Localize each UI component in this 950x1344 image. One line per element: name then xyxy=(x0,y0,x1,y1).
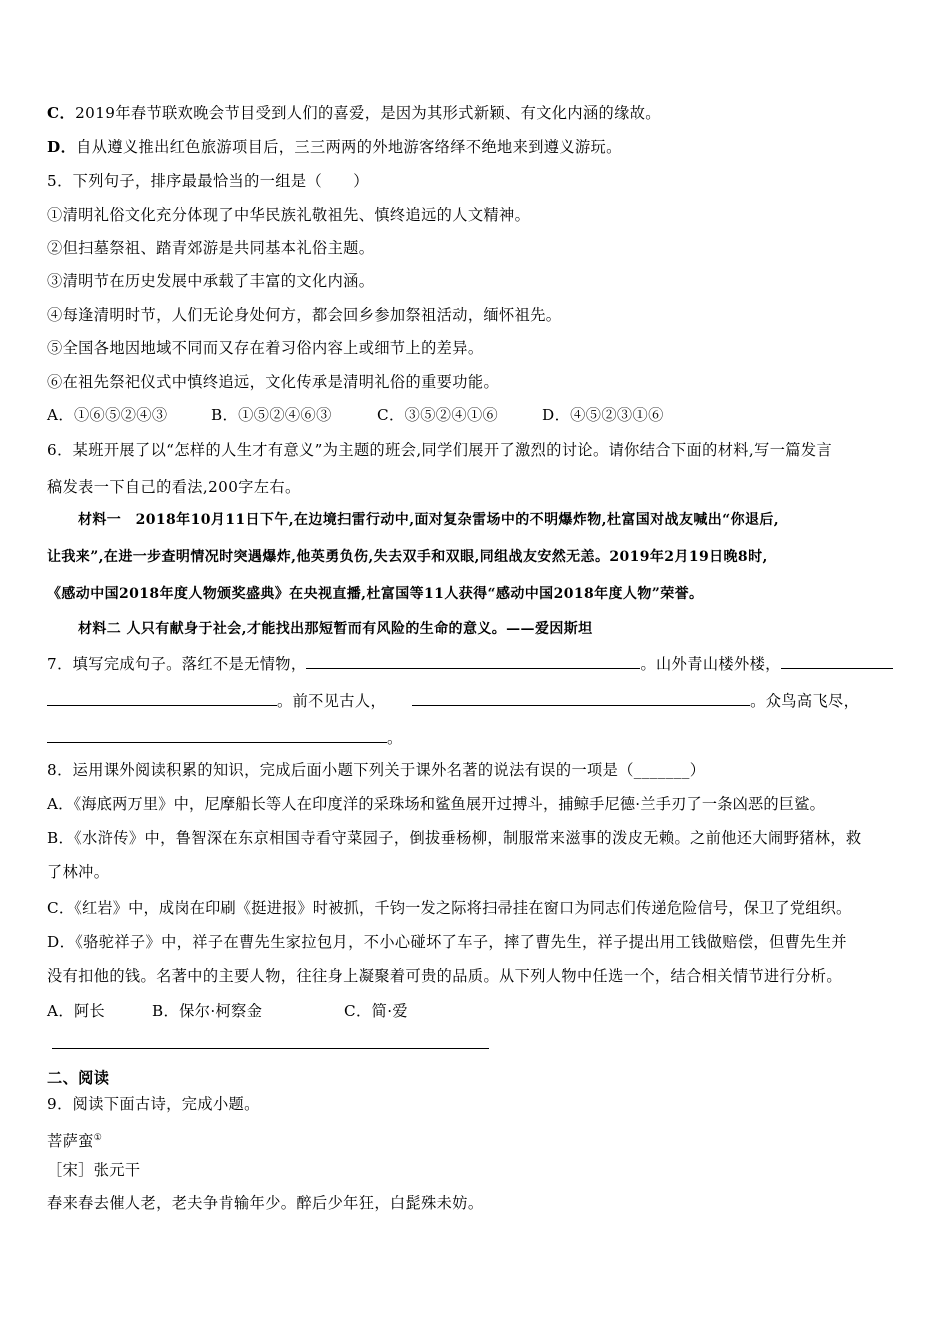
section-2-title: 二、阅读 xyxy=(47,1069,110,1087)
q8-option-a: A．《海底两万里》中，尼摩船长等人在印度洋的采珠场和鲨鱼展开过搏斗，捕鲸手尼德·兰手刃了一条凶恶的巨鲨。 xyxy=(47,795,825,813)
q4-option-c-label: C． xyxy=(47,104,76,122)
poem-author: ［宋］张元干 xyxy=(47,1161,141,1179)
q5-option-c: C．③⑤②④①⑥ xyxy=(377,406,499,424)
q7-blank-2-start[interactable] xyxy=(781,652,893,669)
poem-title-text: 菩萨蛮 xyxy=(47,1132,94,1151)
poem-footnote-mark: ① xyxy=(93,1133,103,1143)
q7-blank-4[interactable] xyxy=(47,726,387,743)
q8-option-b-line-2: 了林冲。 xyxy=(47,863,110,881)
q8-option-d-line-1: D．《骆驼祥子》中，祥子在曹先生家拉包月，不小心碰坏了车子，摔了曹先生，祥子提出用工钱做赔偿，但曹先生并 xyxy=(47,933,847,951)
q5-stem: 5．下列句子，排序最最恰当的一组是（ ） xyxy=(47,172,369,190)
q5-sentence-4: ④每逢清明时节，人们无论身处何方，都会回乡参加祭祖活动，缅怀祖先。 xyxy=(47,306,562,324)
q5-sentence-6: ⑥在祖先祭祀仪式中慎终追远，文化传承是清明礼俗的重要功能。 xyxy=(47,373,500,391)
q8-answer-line[interactable] xyxy=(52,1048,489,1049)
q9-stem: 9．阅读下面古诗，完成小题。 xyxy=(47,1095,260,1113)
q5-options xyxy=(47,405,664,425)
poem-line-1: 春来春去催人老，老夫争肯输年少。醉后少年狂，白髭殊未妨。 xyxy=(47,1194,484,1212)
q5-sentence-5: ⑤全国各地因地域不同而又存在着习俗内容上或细节上的差异。 xyxy=(47,339,484,357)
q4-option-c xyxy=(47,103,661,123)
q8-character-c: C．简·爱 xyxy=(344,1002,409,1020)
q7-part-1: 7．填写完成句子。落红不是无情物， xyxy=(47,655,307,673)
q7-line-3 xyxy=(47,726,403,748)
q8-stem: 8．运用课外阅读积累的知识，完成后面小题下列关于课外名著的说法有误的一项是（_______） xyxy=(47,761,706,779)
q8-character-b: B．保尔·柯察金 xyxy=(152,1002,263,1020)
q6-material-1-line-3: 《感动中国2018年度人物颁奖盛典》在央视直播,杜富国等11人获得“感动中国2018年度人物”荣誉。 xyxy=(47,586,704,602)
q5-sentence-3: ③清明节在历史发展中承载了丰富的文化内涵。 xyxy=(47,272,375,290)
q7-blank-2-end[interactable] xyxy=(47,689,277,706)
q5-sentence-2: ②但扫墓祭祖、踏青郊游是共同基本礼俗主题。 xyxy=(47,239,375,257)
q4-option-d xyxy=(47,137,622,157)
q8-option-d-line-2: 没有扣他的钱。名著中的主要人物，往往身上凝聚着可贵的品质。从下列人物中任选一个，结合相关情节进行分析。 xyxy=(47,967,842,985)
q7-blank-3[interactable] xyxy=(412,689,750,706)
q4-option-d-label: D． xyxy=(47,138,77,156)
q6-material-1-line-2: 让我来”,在进一步查明情况时突遇爆炸,他英勇负伤,失去双手和双眼,同组战友安然无恙。2019年2月19日晚8时, xyxy=(47,549,768,565)
q6-stem-line-1: 6．某班开展了以“怎样的人生才有意义”为主题的班会,同学们展开了激烈的讨论。请你结合下面的材料,写一篇发言 xyxy=(47,441,833,459)
q7-part-2: 。山外青山楼外楼， xyxy=(640,655,781,673)
q8-option-b-line-1: B．《水浒传》中，鲁智深在东京相国寺看守菜园子，倒拔垂杨柳，制服常来滋事的泼皮无赖。之前他还大闹野猪林，救 xyxy=(47,829,862,847)
q4-option-c-text: 2019年春节联欢晚会节目受到人们的喜爱，是因为其形式新颖、有文化内涵的缘故。 xyxy=(75,104,661,122)
q7-line-2 xyxy=(47,689,859,711)
q4-option-d-text: 自从遵义推出红色旅游项目后，三三两两的外地游客络绎不绝地来到遵义游玩。 xyxy=(76,138,622,156)
q5-sentence-1: ①清明礼俗文化充分体现了中华民族礼敬祖先、慎终追远的人文精神。 xyxy=(47,206,531,224)
q5-option-d: D．④⑤②③①⑥ xyxy=(542,406,664,424)
q7-part-5: 。 xyxy=(387,729,403,747)
q7-blank-1[interactable] xyxy=(306,652,640,669)
q6-material-1-line-1: 材料一 2018年10月11日下午,在边境扫雷行动中,面对复杂雷场中的不明爆炸物,杜富国对战友喊出“你退后, xyxy=(78,512,780,528)
q8-character-options xyxy=(47,1001,408,1021)
q7-line-1 xyxy=(47,652,893,674)
q6-material-2: 材料二 人只有献身于社会,才能找出那短暂而有风险的生命的意义。——爱因斯坦 xyxy=(78,621,593,637)
poem-title xyxy=(47,1128,102,1151)
q7-part-4: 。众鸟高飞尽， xyxy=(750,692,860,710)
q8-character-a: A．阿长 xyxy=(47,1002,106,1020)
q8-option-c: C．《红岩》中，成岗在印刷《挺进报》时被抓，千钧一发之际将扫帚挂在窗口为同志们传递危险信号，保卫了党组织。 xyxy=(47,899,852,917)
q5-option-a: A．①⑥⑤②④③ xyxy=(47,406,168,424)
q5-option-b: B．①⑤②④⑥③ xyxy=(211,406,332,424)
q6-stem-line-2: 稿发表一下自己的看法,200字左右。 xyxy=(47,478,301,496)
q7-part-3: 。前不见古人， xyxy=(277,692,387,710)
